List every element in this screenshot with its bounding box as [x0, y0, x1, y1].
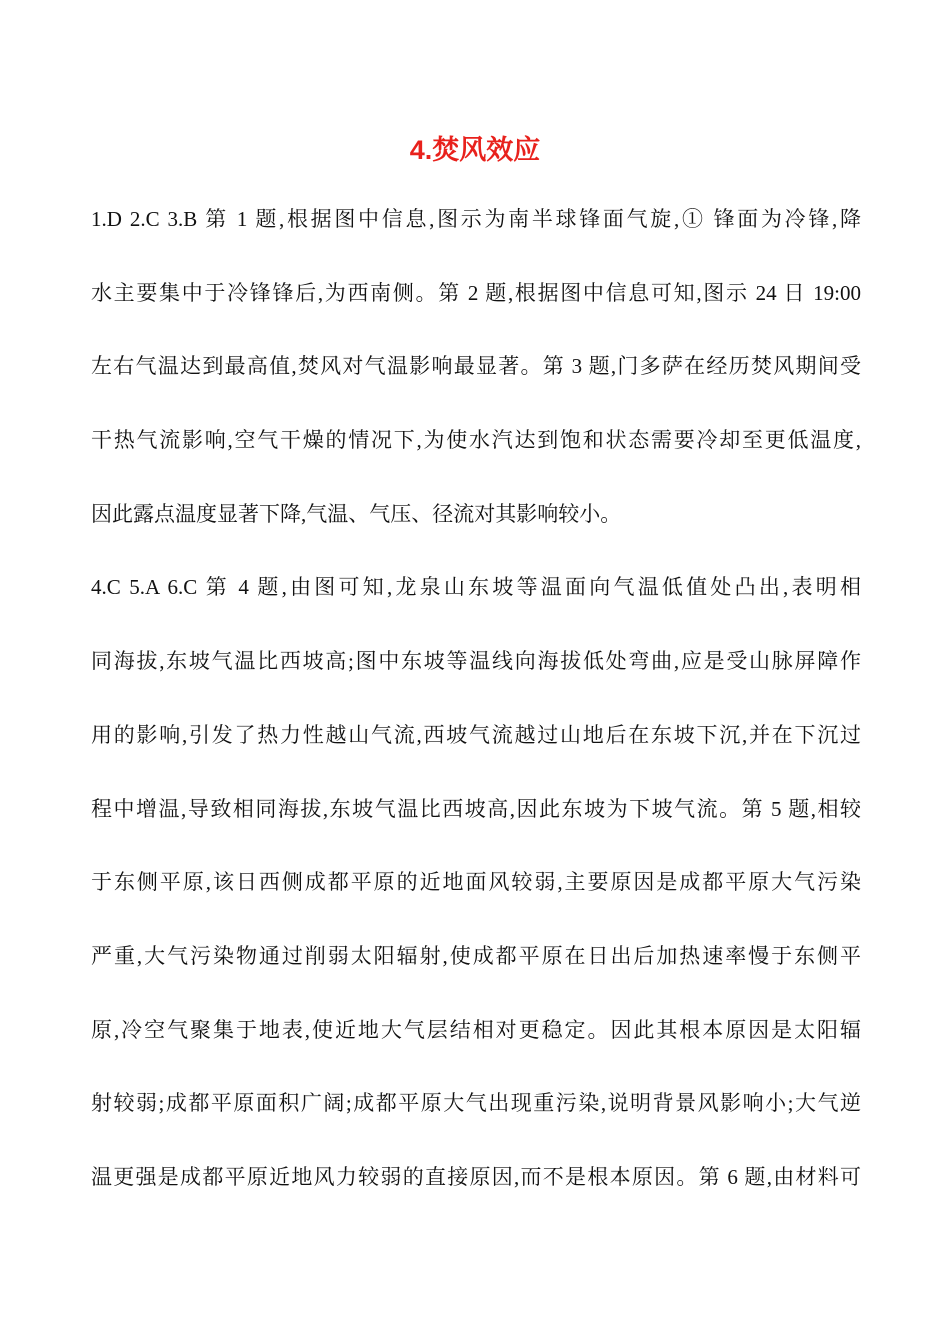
text-line: 同海拔,东坡气温比西坡高;图中东坡等温线向海拔低处弯曲,应是受山脉屏障作 — [91, 649, 861, 674]
text-line: 左右气温达到最高值,焚风对气温影响最显著。第 3 题,门多萨在经历焚风期间受 — [91, 354, 861, 379]
text-line: 于东侧平原,该日西侧成都平原的近地面风较弱,主要原因是成都平原大气污染 — [91, 870, 861, 895]
text-line: 干热气流影响,空气干燥的情况下,为使水汽达到饱和状态需要冷却至更低温度, — [91, 428, 861, 453]
answer-text — [91, 197, 861, 1229]
text-line: 1.D 2.C 3.B 第 1 题,根据图中信息,图示为南半球锋面气旋,① 锋面为冷锋,降 — [91, 207, 861, 231]
text-line: 水主要集中于冷锋锋后,为西南侧。第 2 题,根据图中信息可知,图示 24 日 19:00 — [91, 280, 861, 305]
text-line: 严重,大气污染物通过削弱太阳辐射,使成都平原在日出后加热速率慢于东侧平 — [91, 943, 861, 968]
text-line: 射较弱;成都平原面积广阔;成都平原大气出现重污染,说明背景风影响小;大气逆 — [91, 1091, 861, 1116]
page-title: 4.焚风效应 — [409, 135, 541, 165]
text-line: 原,冷空气聚集于地表,使近地大气层结相对更稳定。因此其根本原因是太阳辐 — [91, 1017, 861, 1042]
text-line: 4.C 5.A 6.C 第 4 题,由图可知,龙泉山东坡等温面向气温低值处凸出,表明相 — [91, 575, 861, 600]
text-line: 程中增温,导致相同海拔,东坡气温比西坡高,因此东坡为下坡气流。第 5 题,相较 — [91, 796, 861, 821]
text-line: 因此露点温度显著下降,气温、气压、径流对其影响较小。 — [91, 501, 622, 526]
text-line: 用的影响,引发了热力性越山气流,西坡气流越过山地后在东坡下沉,并在下沉过 — [91, 722, 861, 747]
text-line: 温更强是成都平原近地风力较弱的直接原因,而不是根本原因。第 6 题,由材料可 — [91, 1164, 861, 1189]
